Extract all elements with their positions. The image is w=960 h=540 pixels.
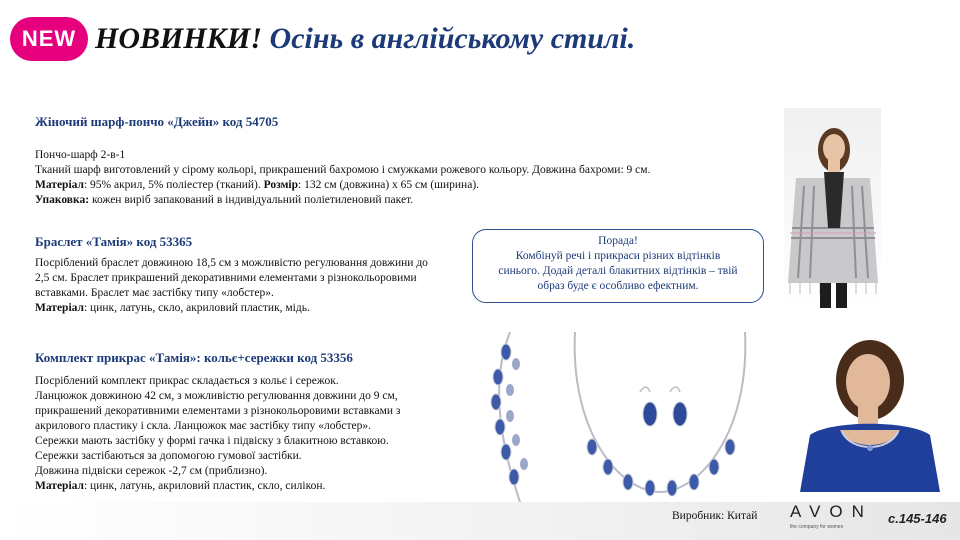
advice-box (472, 229, 764, 303)
scarf-size-label: Розмір (263, 179, 299, 191)
jewelry-model-photo (780, 340, 956, 492)
set-line: акрилового пластику і скла. Ланцюжок має застібку типу «лобстер». (35, 420, 371, 432)
set-heading: Комплект прикрас «Тамія»: кольє+сережки код 53356 (35, 350, 353, 365)
bracelet-material-label: Матеріал (35, 302, 84, 314)
set-line: Сережки мають застібку у формі гачка і підвіску з блакитною вставкою. (35, 435, 389, 447)
manufacturer-label: Виробник: Китай (672, 510, 758, 522)
scarf-line-1: Пончо-шарф 2-в-1 (35, 149, 126, 161)
advice-line-3: синього. Додай деталі блакитних відтінків – твій (498, 265, 738, 277)
set-material (35, 479, 465, 494)
bracelet-heading: Браслет «Тамія» код 53365 (35, 234, 193, 249)
avon-brand: AVON (790, 502, 873, 521)
scarf-line-2: Тканий шарф виготовлений у сірому кольорі, прикрашений бахромою і смужками рожевого кольору. Довжина бахроми: 9 см. (35, 164, 651, 176)
new-badge: NEW (10, 17, 88, 61)
scarf-model-photo (784, 108, 881, 308)
scarf-size-text: : 132 см (довжина) х 65 см (ширина). (298, 179, 480, 191)
scarf-description (35, 148, 775, 208)
set-material-text: : цинк, латунь, акриловий пластик, скло, силікон. (83, 480, 326, 492)
scarf-model-illustration (784, 108, 881, 308)
page-numbers: с.145-146 (888, 511, 947, 526)
set-line: прикрашений декоративними елементами з різнокольоровими вставками з (35, 405, 401, 417)
set-description (35, 374, 465, 494)
jewelry-model-illustration (780, 340, 956, 492)
set-line: Сережки застібаються за допомогою гумової застібки. (35, 450, 302, 462)
scarf-specs (35, 178, 775, 193)
avon-logo (790, 502, 885, 536)
scarf-material-label: Матеріал (35, 179, 84, 191)
advice-line-1: Порада! (598, 235, 638, 247)
jewelry-set-photo (480, 322, 770, 512)
advice-line-4: образ буде є особливо ефектним. (537, 280, 699, 292)
scarf-material-text: : 95% акрил, 5% поліестер (тканий). (83, 179, 261, 191)
scarf-packaging (35, 193, 775, 208)
title-main: НОВИНКИ! (95, 22, 263, 55)
advice-line-2: Комбінуй речі і прикраси різних відтінків (515, 250, 721, 262)
scarf-heading: Жіночий шарф-пончо «Джейн» код 54705 (35, 114, 279, 129)
set-line: Довжина підвіски сережок -2,7 см (приблизно). (35, 465, 268, 477)
bracelet-material-text: : цинк, латунь, скло, акриловий пластик, мідь. (83, 302, 310, 314)
scarf-pack-text: кожен виріб запакований в індивідуальний поліетиленовий пакет. (89, 194, 414, 206)
set-line: Ланцюжок довжиною 42 см, з можливістю регулювання довжини до 9 см, (35, 390, 398, 402)
bracelet-text: Посріблений браслет довжиною 18,5 см з можливістю регулювання довжини до 2,5 см. Браслет прикрашений декоративними елементами з різнокольоровими вставками. Браслет має застібку типу «лобстер». (35, 257, 428, 299)
avon-tagline: the company for women (790, 524, 844, 530)
scarf-pack-label: Упаковка: (35, 194, 90, 206)
set-material-label: Матеріал (35, 480, 84, 492)
bracelet-material (35, 301, 440, 316)
page-title (95, 22, 635, 56)
title-subtitle: Осінь в англійському стилі. (269, 22, 636, 55)
bracelet-description (35, 256, 440, 316)
set-line: Посріблений комплект прикрас складається з кольє і сережок. (35, 375, 339, 387)
jewelry-illustration (480, 322, 770, 512)
